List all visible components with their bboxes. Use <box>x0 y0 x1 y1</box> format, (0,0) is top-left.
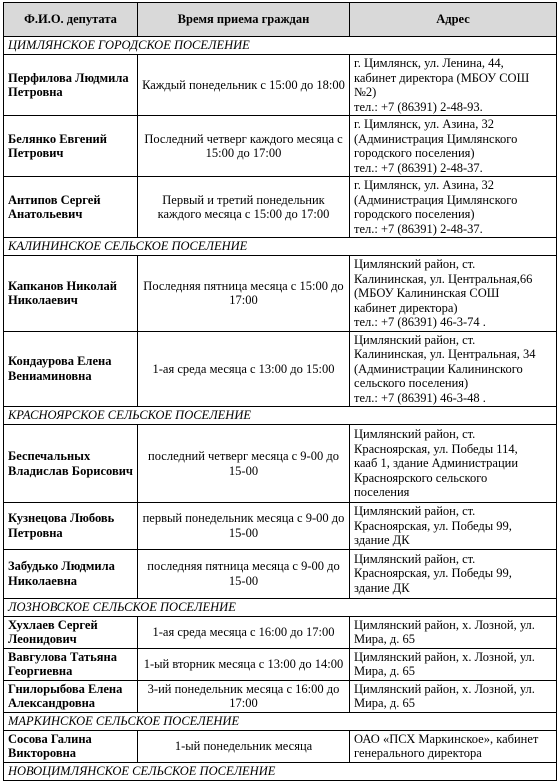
address-line: Цимлянский район, ст. <box>354 257 476 271</box>
section-row <box>4 407 557 425</box>
deputy-name: Кондаурова Елена Вениаминовна <box>4 331 138 407</box>
schedule-table <box>3 2 557 781</box>
address-line: генерального директора <box>354 746 482 760</box>
section-row <box>4 238 557 256</box>
address-line: Калининская, ул. Центральная,66 <box>354 271 533 286</box>
section-title: КРАСНОЯРСКОЕ СЕЛЬСКОЕ ПОСЕЛЕНИЕ <box>4 407 557 425</box>
table-row <box>4 648 557 680</box>
table-row <box>4 55 557 116</box>
address-line: (МБОУ Калининская СОШ <box>354 286 500 300</box>
address-line: Мира, д. 65 <box>354 664 415 678</box>
table-row <box>4 549 557 598</box>
address-line: Цимлянский район, ст. <box>354 332 476 347</box>
deputy-name: Кузнецова Любовь Петровна <box>4 503 138 550</box>
address-line: тел.: +7 (86391) 2-48-37. <box>354 160 483 175</box>
reception-time: последняя пятница месяца с 9-00 до 15-00 <box>138 549 350 598</box>
table-row <box>4 425 557 503</box>
address-line: кабинет директора (МБОУ СОШ <box>354 70 530 85</box>
address-line: (Администрация Цимлянского <box>354 192 518 207</box>
address-line: тел.: +7 (86391) 2-48-37. <box>354 221 483 236</box>
deputy-name: Беспечальных Владислав Борисович <box>4 425 138 503</box>
table-row <box>4 616 557 648</box>
reception-time: 1-ая среда месяца с 13:00 до 15:00 <box>138 331 350 407</box>
deputy-name: Перфилова Людмила Петровна <box>4 55 138 116</box>
address-cell <box>350 116 557 177</box>
section-row <box>4 712 557 730</box>
address-line: Красноярского сельского <box>354 470 488 485</box>
deputy-name: Антипов Сергей Анатольевич <box>4 177 138 238</box>
deputy-name: Капканов Николай Николаевич <box>4 256 138 332</box>
table-row <box>4 116 557 177</box>
address-line: городского поселения) <box>354 146 475 160</box>
table-row <box>4 177 557 238</box>
reception-time: Последняя пятница месяца с 15:00 до 17:00 <box>138 256 350 332</box>
address-line: г. Цимлянск, ул. Азина, 32 <box>354 117 494 131</box>
reception-time: Первый и третий понедельник каждого месяца с 15:00 до 17:00 <box>138 177 350 238</box>
address-cell <box>350 648 557 680</box>
deputy-reception-schedule <box>3 2 556 781</box>
address-line: (Администрации Калининского <box>354 361 523 376</box>
reception-time: 3-ий понедельник месяца с 16:00 до 17:00 <box>138 680 350 712</box>
address-line: Мира, д. 65 <box>354 696 415 710</box>
address-cell <box>350 616 557 648</box>
address-line: сельского поселения) <box>354 376 469 390</box>
address-cell <box>350 256 557 332</box>
header-time: Время приема граждан <box>138 3 350 37</box>
address-line: тел.: +7 (86391) 2-48-93. <box>354 99 483 114</box>
reception-time: последний четверг месяца с 9-00 до 15-00 <box>138 425 350 503</box>
deputy-name: Забудько Людмила Николаевна <box>4 549 138 598</box>
reception-time: первый понедельник месяца с 9-00 до 15-00 <box>138 503 350 550</box>
address-cell <box>350 680 557 712</box>
address-line: тел.: +7 (86391) 46-3-74 . <box>354 315 486 329</box>
address-cell <box>350 177 557 238</box>
deputy-name: Хухлаев Сергей Леонидович <box>4 616 138 648</box>
address-line: Цимлянский район, х. Лозной, ул. <box>354 681 535 696</box>
address-cell <box>350 549 557 598</box>
address-line: Мира, д. 65 <box>354 632 415 646</box>
address-line: №2) <box>354 85 377 99</box>
address-cell <box>350 503 557 550</box>
header-row <box>4 3 557 37</box>
deputy-name: Гнилорыбова Елена Александровна <box>4 680 138 712</box>
section-title: МАРКИНСКОЕ СЕЛЬСКОЕ ПОСЕЛЕНИЕ <box>4 712 557 730</box>
header-address: Адрес <box>350 3 557 37</box>
schedule-body <box>4 37 557 781</box>
section-title: ЦИМЛЯНСКОЕ ГОРОДСКОЕ ПОСЕЛЕНИЕ <box>4 37 557 55</box>
address-line: Цимлянский район, х. Лозной, ул. <box>354 617 535 632</box>
address-line: здание ДК <box>354 580 410 595</box>
table-row <box>4 503 557 550</box>
address-line: кааб 1, здание Администрации <box>354 456 519 471</box>
address-line: Цимлянский район, ст. <box>354 504 476 518</box>
table-row <box>4 256 557 332</box>
address-line: Красноярская, ул. Победы 114, <box>354 441 518 456</box>
address-cell <box>350 331 557 407</box>
address-cell <box>350 425 557 503</box>
deputy-name: Сосова Галина Викторовна <box>4 730 138 762</box>
section-row <box>4 762 557 780</box>
deputy-name: Вавгулова Татьяна Георгиевна <box>4 648 138 680</box>
address-line: кабинет директора) <box>354 300 458 315</box>
table-row <box>4 730 557 762</box>
address-line: Красноярская, ул. Победы 99, <box>354 566 512 581</box>
deputy-name: Белянко Евгений Петрович <box>4 116 138 177</box>
address-line: г. Цимлянск, ул. Азина, 32 <box>354 178 494 192</box>
section-row <box>4 598 557 616</box>
section-title: КАЛИНИНСКОЕ СЕЛЬСКОЕ ПОСЕЛЕНИЕ <box>4 238 557 256</box>
address-line: тел.: +7 (86391) 46-3-48 . <box>354 390 486 405</box>
table-row <box>4 680 557 712</box>
reception-time: Каждый понедельник с 15:00 до 18:00 <box>138 55 350 116</box>
address-line: Красноярская, ул. Победы 99, <box>354 518 512 533</box>
reception-time: 1-ый понедельник месяца <box>138 730 350 762</box>
section-row <box>4 37 557 55</box>
address-line: Цимлянский район, х. Лозной, ул. <box>354 649 535 664</box>
address-line: городского поселения) <box>354 207 475 221</box>
header-name: Ф.И.О. депутата <box>4 3 138 37</box>
reception-time: Последний четверг каждого месяца с 15:00 до 17:00 <box>138 116 350 177</box>
address-line: Цимлянский район, ст. <box>354 427 476 442</box>
address-line: (Администрация Цимлянского <box>354 131 518 146</box>
section-title: ЛОЗНОВСКОЕ СЕЛЬСКОЕ ПОСЕЛЕНИЕ <box>4 598 557 616</box>
address-line: г. Цимлянск, ул. Ленина, 44, <box>354 56 504 70</box>
address-line: поселения <box>354 485 410 500</box>
address-line: Цимлянский район, ст. <box>354 551 476 566</box>
address-cell <box>350 55 557 116</box>
address-line: Калининская, ул. Центральная, 34 <box>354 347 536 361</box>
address-line: ОАО «ПСХ Маркинское», кабинет <box>354 731 539 746</box>
reception-time: 1-ая среда месяца с 16:00 до 17:00 <box>138 616 350 648</box>
address-line: здание ДК <box>354 533 410 547</box>
table-row <box>4 331 557 407</box>
reception-time: 1-ый вторник месяца с 13:00 до 14:00 <box>138 648 350 680</box>
address-cell <box>350 730 557 762</box>
section-title: НОВОЦИМЛЯНСКОЕ СЕЛЬСКОЕ ПОСЕЛЕНИЕ <box>4 762 557 780</box>
